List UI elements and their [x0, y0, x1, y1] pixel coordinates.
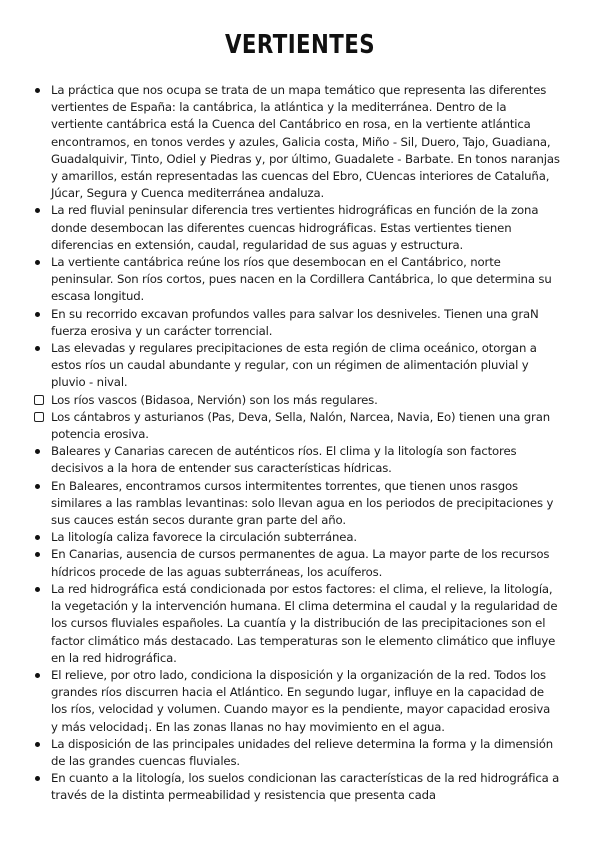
bullet-icon — [35, 587, 40, 592]
list-item-text: La litología caliza favorece la circulación subterránea. — [51, 530, 357, 545]
list-item — [0, 82, 600, 202]
list-item — [0, 478, 600, 530]
list-item — [0, 254, 600, 306]
checkbox-icon[interactable] — [34, 412, 44, 422]
list-item-text: La disposición de las principales unidades del relieve determina la forma y la dimensión de las grandes cuencas fluviales. — [51, 736, 554, 768]
bullet-icon — [35, 208, 40, 213]
list-item — [0, 443, 600, 477]
page-title: VERTIENTES — [225, 30, 375, 60]
bullet-icon — [35, 312, 40, 317]
bullet-icon — [35, 535, 40, 540]
notes-list — [0, 82, 600, 805]
list-item — [0, 736, 600, 770]
bullet-icon — [35, 449, 40, 454]
list-item — [0, 306, 600, 340]
list-item — [0, 546, 600, 580]
checkbox-icon[interactable] — [34, 395, 44, 405]
list-item-text: En Canarias, ausencia de cursos permanentes de agua. La mayor parte de los recursos hídricos procede de las aguas subterráneas, los acuíferos. — [51, 547, 550, 579]
list-item — [0, 392, 600, 409]
bullet-icon — [35, 484, 40, 489]
list-item-text: Baleares y Canarias carecen de auténticos ríos. El clima y la litología son factores decisivos a la hora de entender sus características hídricas. — [51, 444, 517, 476]
bullet-icon — [35, 552, 40, 557]
bullet-icon — [35, 742, 40, 747]
list-item-text: Las elevadas y regulares precipitaciones de esta región de clima oceánico, otorgan a estos ríos un caudal abundante y regular, con un régimen de alimentación pluvial y pluvio - nival. — [51, 341, 537, 390]
list-item — [0, 340, 600, 392]
bullet-icon — [35, 88, 40, 93]
list-item — [0, 409, 600, 443]
list-item — [0, 202, 600, 254]
bullet-icon — [35, 260, 40, 265]
list-item — [0, 581, 600, 667]
list-item-text: En su recorrido excavan profundos valles para salvar los desniveles. Tienen una graN fuerza erosiva y un carácter torrencial. — [51, 306, 539, 338]
bullet-icon — [35, 776, 40, 781]
list-item — [0, 667, 600, 736]
list-item-text: En Baleares, encontramos cursos intermitentes torrentes, que tienen unos rasgos similares a las ramblas levantinas: solo llevan agua en los periodos de precipitaciones y sus cauces están secos durante gran parte del año. — [51, 478, 554, 528]
bullet-icon — [35, 346, 40, 351]
bullet-icon — [35, 673, 40, 678]
list-item-text: El relieve, por otro lado, condiciona la disposición y la organización de la red. Todos los grandes ríos discurren hacia el Atlántico. En segundo lugar, influye en la capacidad de los ríos, velocidad y volumen. Cuando mayor es la pendiente, mayor capacidad erosiva y más velocidad¡. En las zonas llanas no hay movimiento en el agua. — [51, 667, 551, 734]
list-item-text: La práctica que nos ocupa se trata de un mapa temático que representa las diferentes vertientes de España: la cantábrica, la atlántica y la mediterránea. Dentro de la vertiente cantábrica está la Cuenca del Cantábrico en rosa, en la vertiente atlántica encontramos, en tonos verdes y azules, Galicia costa, Miño - Sil, Duero, Tajo, Guadiana, Guadalquivir, Tinto, Odiel y Piedras y, por último, Guadalete - Barbate. En tonos naranjas y amarillos, están representadas las cuencas del Ebro, CUencas interiores de Cataluña, Júcar, Segura y Cuenca mediterránea andaluza. — [51, 83, 560, 201]
list-item-text: La red fluvial peninsular diferencia tres vertientes hidrográficas en función de la zona donde desembocan las diferentes cuencas hidrográficas. Estas vertientes tienen diferencias en extensión, caudal, regularidad de sus aguas y estructura. — [51, 203, 539, 252]
list-item-text: En cuanto a la litología, los suelos condicionan las características de la red hidrográfica a través de la distinta permeabilidad y resistencia que presenta cada — [51, 771, 560, 803]
list-item-text: Los ríos vascos (Bidasoa, Nervión) son los más regulares. — [51, 392, 378, 407]
list-item — [0, 770, 600, 804]
list-item-text: La vertiente cantábrica reúne los ríos que desembocan en el Cantábrico, norte peninsular. Son ríos cortos, pues nacen en la Cordillera Cantábrica, lo que determina su escasa longitud. — [51, 255, 552, 304]
list-item — [0, 529, 600, 546]
list-item-text: Los cántabros y asturianos (Pas, Deva, Sella, Nalón, Narcea, Navia, Eo) tienen una gran potencia erosiva. — [51, 409, 550, 442]
list-item-text: La red hidrográfica está condicionada por estos factores: el clima, el relieve, la litología, la vegetación y la intervención humana. El clima determina el caudal y la regularidad de los cursos fluviales españoles. La cuantía y la distribución de las precipitaciones son el factor climático más destacado. Las temperaturas son le elemento climático que influye en la red hidrográfica. — [51, 581, 558, 665]
